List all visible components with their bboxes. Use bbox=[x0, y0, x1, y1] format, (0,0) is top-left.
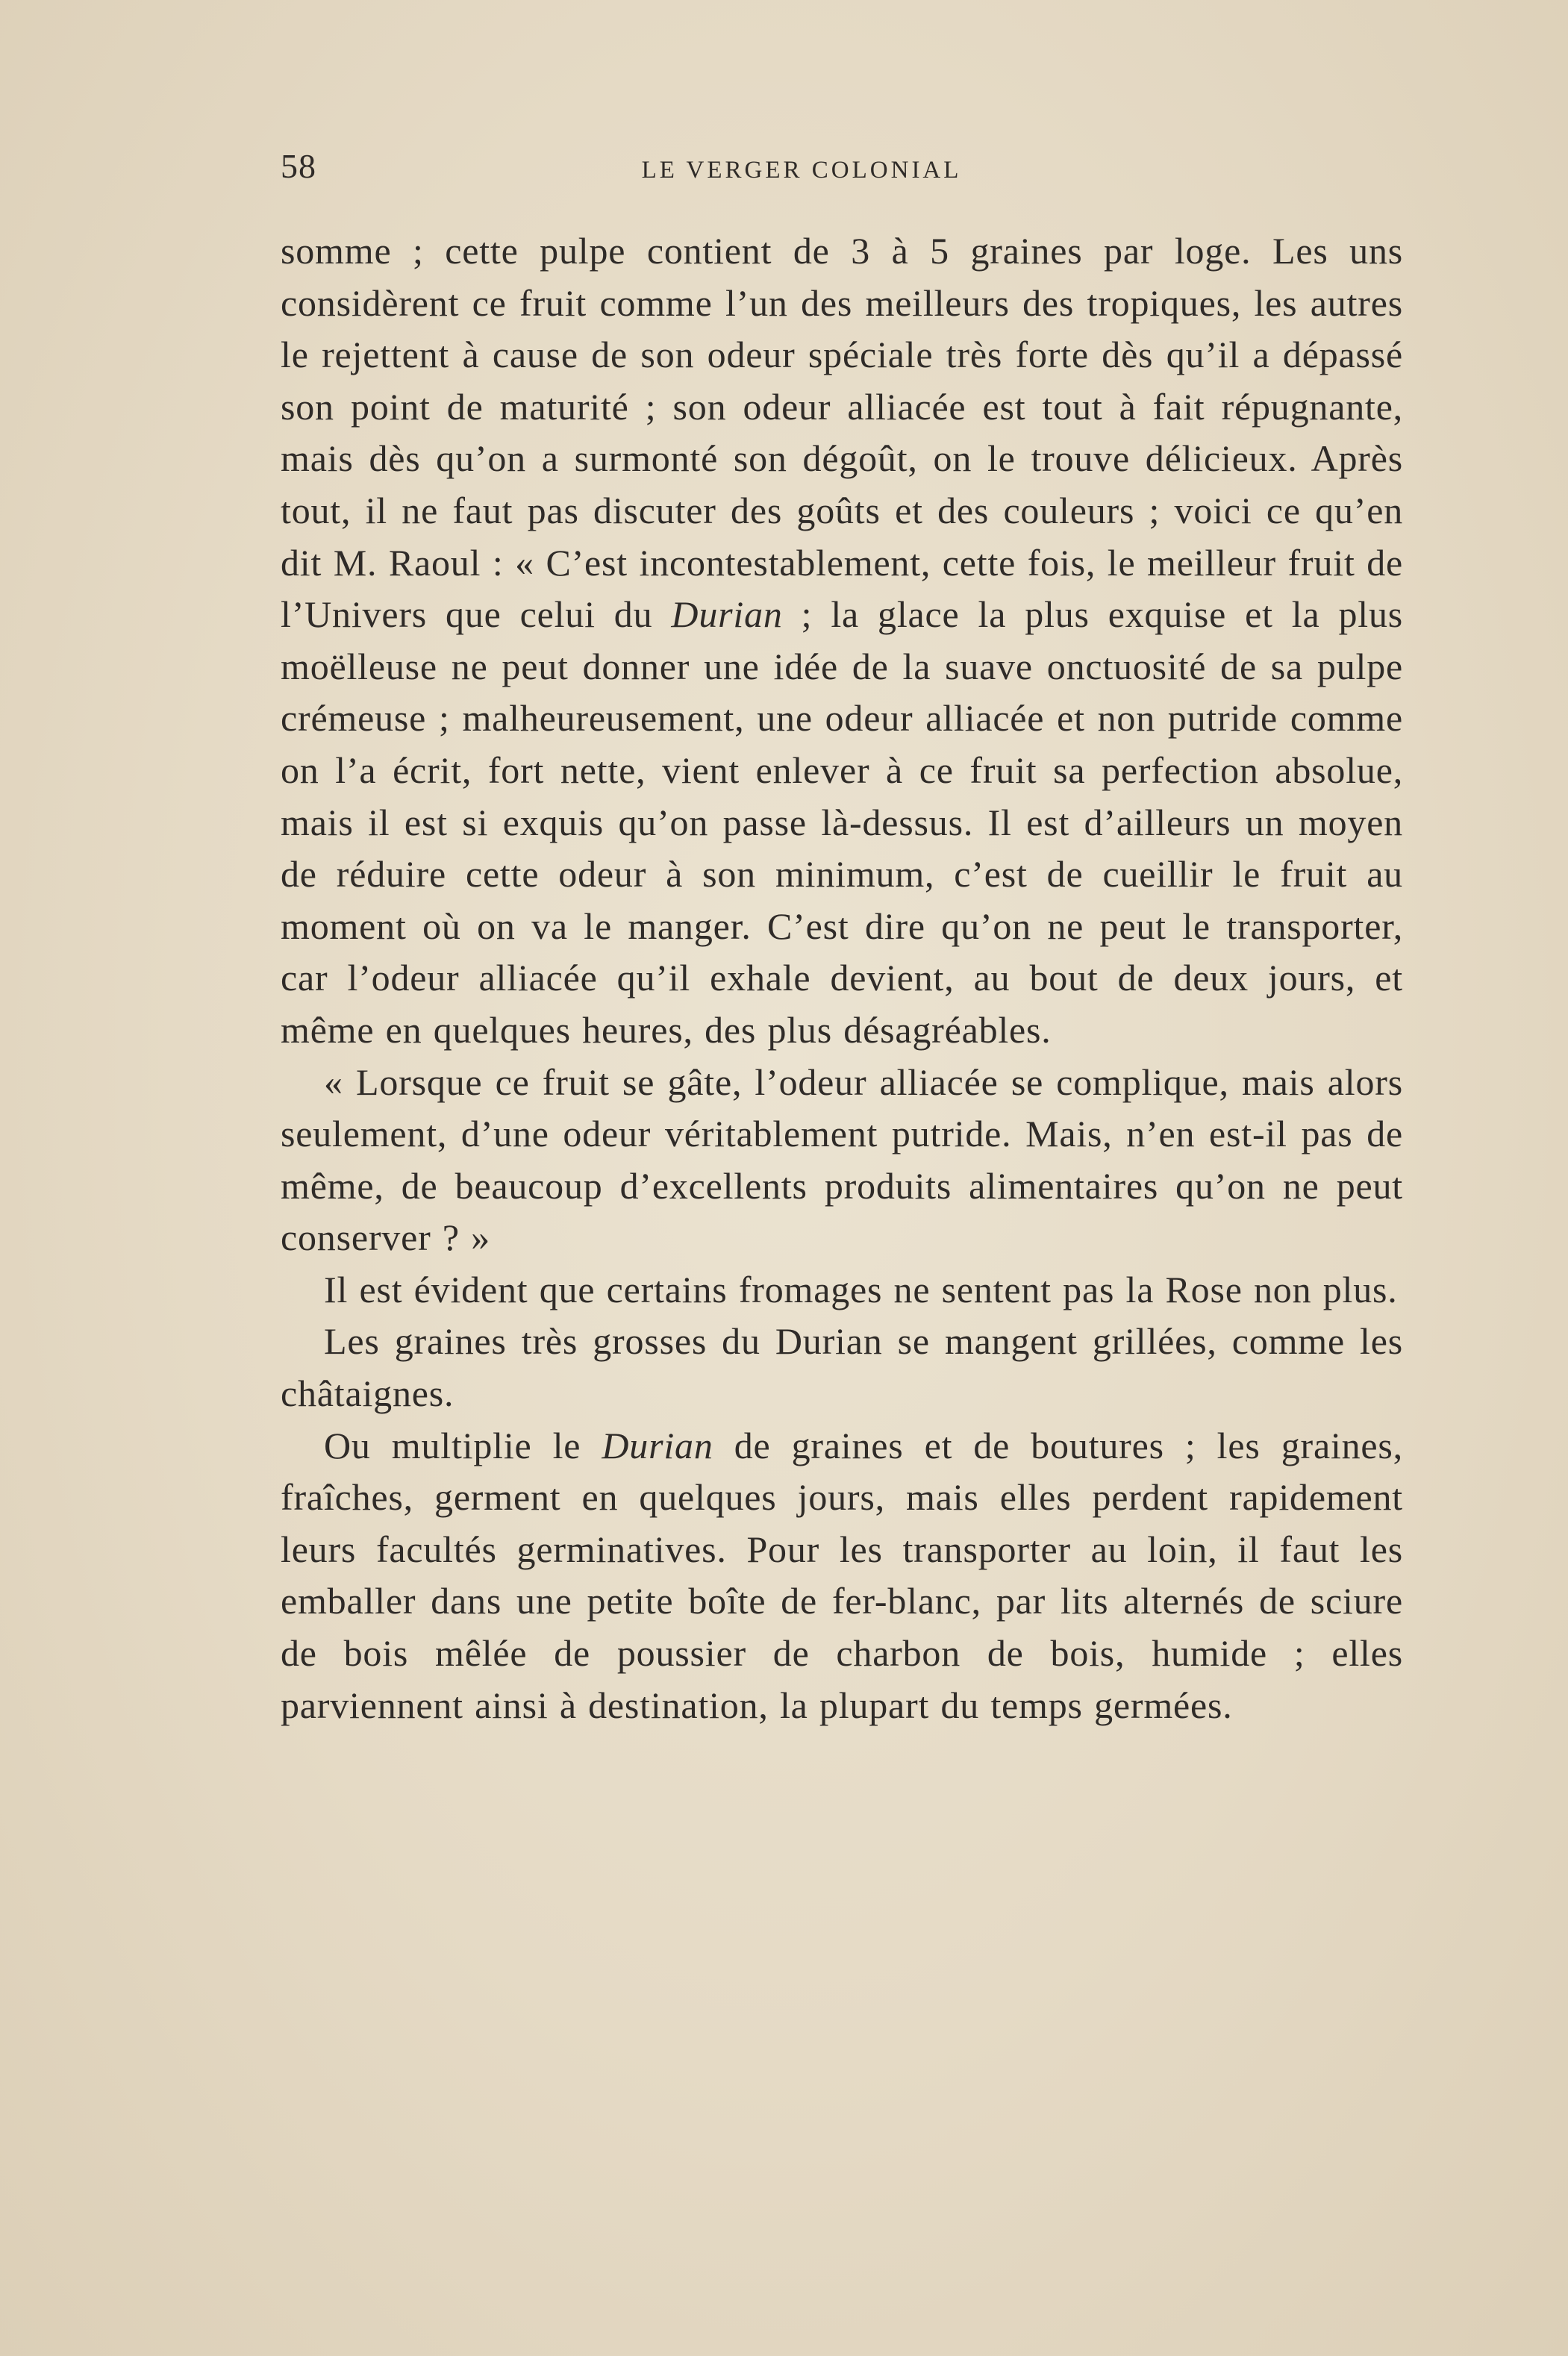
paragraph bbox=[281, 1420, 1403, 1732]
italic-term: Durian bbox=[671, 593, 783, 636]
running-title: LE VERGER COLONIAL bbox=[641, 157, 962, 184]
paragraph: Les graines très grosses du Durian se mangent grillées, comme les châtaignes. bbox=[281, 1320, 1403, 1415]
text-span: ; la glace la plus exquise et la plus moëlleuse ne peut donner une idée de la suave onctuosité de sa pulpe crémeuse ; malheureusement, une odeur alliacée et non putride comme on l’a écrit, fort nette, vient enlever à ce fruit sa perfection absolue, mais il est si exquis qu’on passe là-dessus. Il est d’ailleurs un moyen de réduire cette odeur à son minimum, c’est de cueillir le fruit au moment où on va le manger. C’est dire qu’on ne peut le transporter, car l’odeur alliacée qu’il exhale devient, au bout de deux jours, et même en quelques heures, des plus désagréables. bbox=[281, 593, 1403, 1051]
paragraph: Il est évident que certains fromages ne sentent pas la Rose non plus. bbox=[324, 1268, 1398, 1310]
paragraph-quote: « Lorsque ce fruit se gâte, l’odeur alliacée se complique, mais alors seulement, d’une odeur véritablement putride. Mais, n’en est-il pas de même, de beaucoup d’excellents produits alimentaires qu’on ne peut conserver ? » bbox=[281, 1060, 1403, 1259]
page-header bbox=[281, 146, 1397, 199]
text-span: de graines et de boutures ; les graines, fraîches, germent en quelques jours, mais elles perdent rapidement leurs facultés germinatives. Pour les transporter au loin, il faut les emballer dans une petite boîte de fer-blanc, par lits alternés de sciure de bois mêlée de poussier de charbon de bois, humide ; elles parviennent ainsi à destination, la plupart du temps germées. bbox=[281, 1424, 1403, 1726]
body-text bbox=[281, 225, 1403, 1731]
text-span: somme ; cette pulpe contient de 3 à 5 graines par loge. Les uns considèrent ce fruit comme l’un des meilleurs des tropiques, les autres le rejettent à cause de son odeur spéciale très forte dès qu’il a dépassé son point de maturité ; son odeur alliacée est tout à fait répugnante, mais dès qu’on a surmonté son dégoût, on le trouve délicieux. Après tout, il ne faut pas discuter des goûts et des couleurs ; voici ce qu’en dit M. Raoul : « C’est incontestablement, cette fois, le meilleur fruit de l’Univers que celui du bbox=[281, 230, 1403, 636]
italic-term: Durian bbox=[602, 1424, 713, 1466]
page-number: 58 bbox=[281, 147, 316, 185]
text-span: Ou multiplie le bbox=[324, 1424, 602, 1466]
paragraph-continuation bbox=[281, 225, 1403, 1057]
